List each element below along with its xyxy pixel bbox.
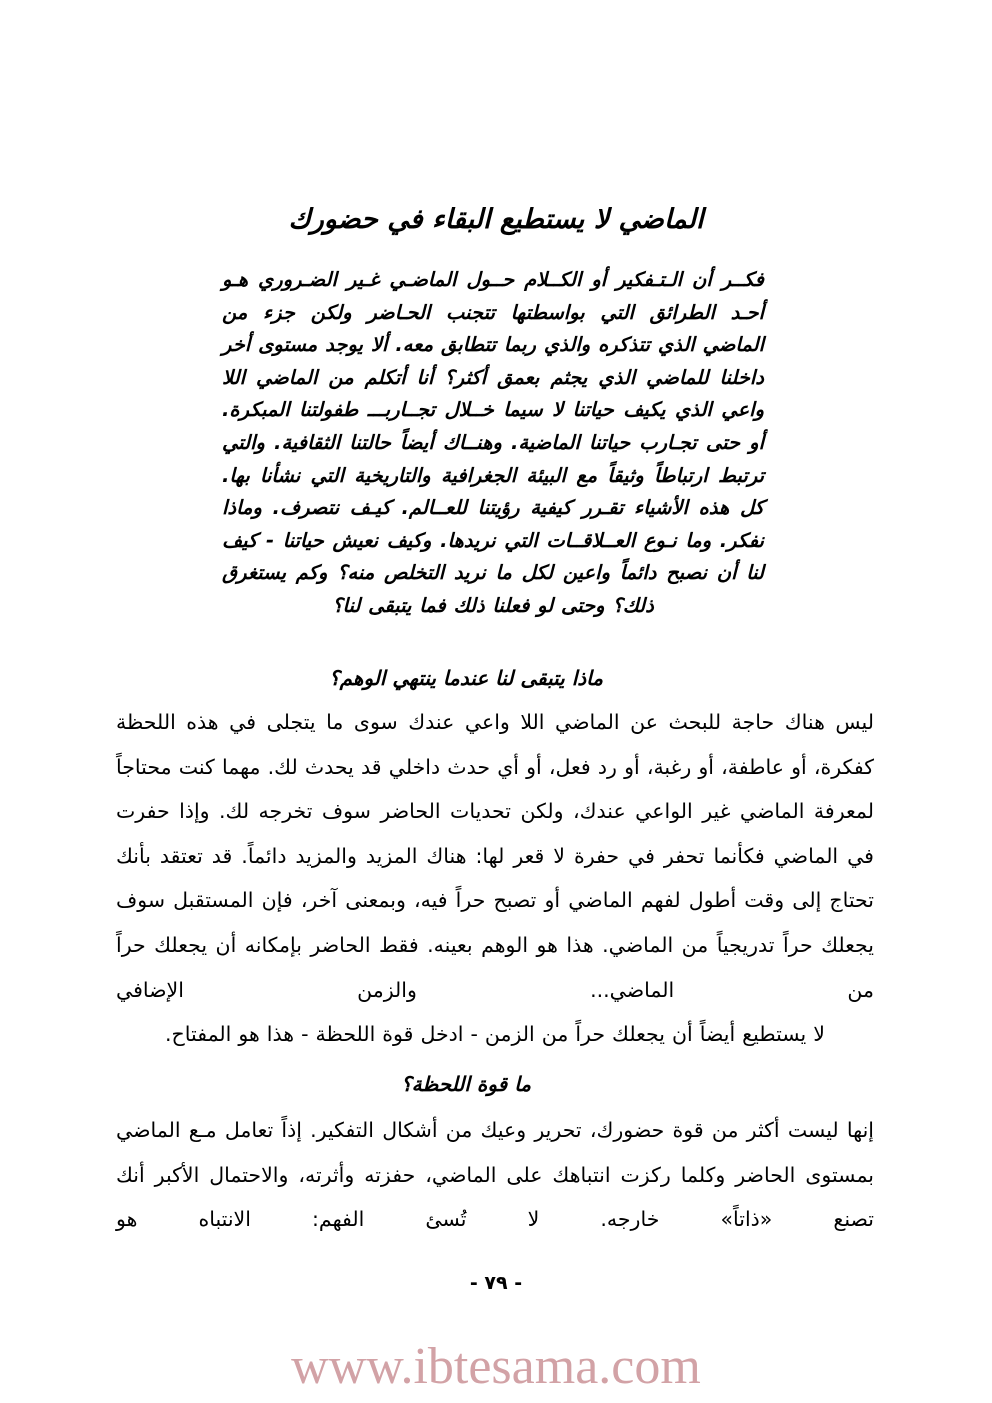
section-1-body <box>116 700 874 1057</box>
section-1-paragraph: ليس هناك حاجة للبحث عن الماضي اللا واعي عندك سوى ما يتجلى في هذه اللحظة كفكرة، أو عاطفة، أو رغبة، أو رد فعل، أو أي حدث داخلي قد يحدث لك. مهما كنت محتاجاً لمعرفة الماضي غير الواعي عندك، ولكن تحديات الحاضر سوف تخرجه لك. وإذا حفرت في الماضي فكأنما تحفر في حفرة لا قعر لها: هناك المزيد والمزيد دائماً. قد تعتقد بأنك تحتاج إلى وقت أطول لفهم الماضي أو تصبح حراً فيه، وبمعنى آخر، فإن المستقبل سوف يجعلك حراً تدريجياً من الماضي. هذا هو الوهم بعينه. فقط الحاضر بإمكانه أن يجعلك حراً من الماضي... والزمن الإضافي <box>116 710 874 1002</box>
intro-paragraph: فكــر أن الـتـفكير أو الكــلام حــول الماضـي غـير الضـروري هـو أحـد الطرائق التي بواسطتها تتجنب الحـاضر ولكن جزء من الماضي الذي تتذكره والذي ربما تتطابق معه. ألا يوجد مستوى أخر داخلنا للماضي الذي يجثم بعمق أكثر؟ أنا أتكلم من الماضي اللا واعي الذي يكيف حياتنا لا سيما خــلال تجــاربـــ طفولتنا المبكرة. أو حتى تجـارب حياتنا الماضية. وهنــاك أيضاً حالتنا الثقافية. والتي ترتبط ارتباطاً وثيقاً مع البيئة الجغرافية والتاريخية التي نشأنا بها. كل هذه الأشياء تقـرر كيفية رؤيتنا للعــالم. كيـف نتصرف. وماذا نفكر. وما نـوع العــلاقــات التي نريدها. وكيف نعيش حياتنا - كيف لنا أن نصبح دائماً واعين لكل ما نريد التخلص منه؟ وكم يستغرق ذلك؟ وحتى لو فعلنا ذلك فما يتبقى لنا؟ <box>222 268 764 617</box>
section-2-paragraph: إنها ليست أكثر من قوة حضورك، تحرير وعيك من أشكال التفكير. إذاً تعامل مـع الماضي بمستوى الحاضر وكلما ركزت انتباهك على الماضي، حفزته وأثرته، والاحتمال الأكبر أنك تصنع «ذاتاً» خارجه. لا تُسئ الفهم: الانتباه هو <box>116 1118 874 1232</box>
page-title: الماضي لا يستطيع البقاء في حضورك <box>288 204 704 236</box>
section-2-body <box>116 1108 874 1242</box>
site-watermark: www.ibtesama.com <box>291 1338 701 1395</box>
section-heading-2: ما قوة اللحظة؟ <box>400 1071 532 1096</box>
section-1-paragraph-closing-line: لا يستطيع أيضاً أن يجعلك حراً من الزمن - ادخل قوة اللحظة - هذا هو المفتاح. <box>165 1022 825 1047</box>
page-number: - ٧٩ - <box>469 1272 523 1294</box>
section-heading-1: ماذا يتبقى لنا عندما ينتهي الوهم؟ <box>329 665 603 690</box>
